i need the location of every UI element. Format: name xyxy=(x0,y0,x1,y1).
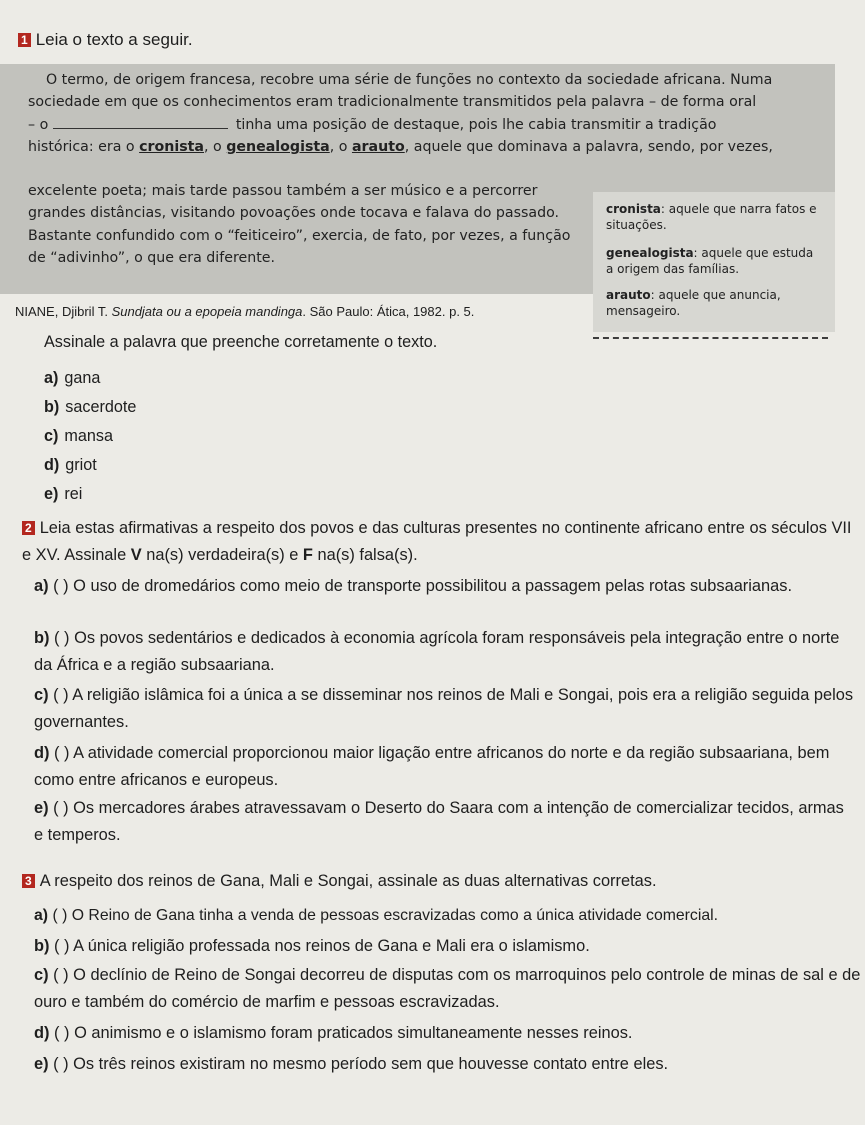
option-text: sacerdote xyxy=(65,398,137,416)
question-1-instruction: Assinale a palavra que preenche corretamente o texto. xyxy=(44,333,438,351)
glossary-box xyxy=(593,192,835,332)
separator: , o xyxy=(204,138,227,155)
q3-item-a[interactable] xyxy=(34,902,864,929)
question-number-badge: 3 xyxy=(22,874,35,888)
glossary-term: genealogista xyxy=(606,246,694,260)
source-author: NIANE, Djibril T. xyxy=(15,304,112,319)
passage-line3-text: tinha uma posição de destaque, pois lhe cabia transmitir a tradição xyxy=(235,116,717,133)
glossary-term: cronista xyxy=(606,202,661,216)
option-b[interactable] xyxy=(44,398,136,417)
item-text: ( ) A única religião professada nos reinos de Gana e Mali era o islamismo. xyxy=(54,937,590,955)
glossary-def: : aquele que narra fatos e situações. xyxy=(606,202,817,232)
item-letter: b) xyxy=(34,937,50,955)
passage-line4-start: histórica: era o xyxy=(28,138,140,155)
option-letter: d) xyxy=(44,456,60,474)
item-letter: e) xyxy=(34,1055,49,1073)
item-text: ( ) O uso de dromedários como meio de transporte possibilitou a passagem pelas rotas subsaarianas. xyxy=(53,577,793,595)
glossary-term: arauto xyxy=(606,288,651,302)
question-2-heading xyxy=(22,515,852,569)
term-genealogista: genealogista xyxy=(226,138,330,155)
term-cronista: cronista xyxy=(139,138,205,155)
item-text: ( ) A atividade comercial proporcionou maior ligação entre africanos do norte e da região subsaariana, bem como entre africanos e europeus. xyxy=(34,744,830,789)
passage-line4-end: , aquele que dominava a palavra, sendo, por vezes, xyxy=(404,138,773,155)
item-text: ( ) Os povos sedentários e dedicados à economia agrícola foram responsáveis pela integração entre o norte da África e a região subsaariana. xyxy=(34,629,840,674)
q3-item-e[interactable] xyxy=(34,1051,864,1078)
glossary-entry-cronista xyxy=(606,202,828,233)
question-number-badge: 1 xyxy=(18,33,31,47)
q2-item-c[interactable] xyxy=(34,682,854,736)
item-text: ( ) O Reino de Gana tinha a venda de pessoas escravizadas como a única atividade comercial. xyxy=(52,907,719,924)
glossary-entry-genealogista xyxy=(606,246,821,277)
q2-heading-text: na(s) falsa(s). xyxy=(312,546,418,564)
question-1-heading-text: Leia o texto a seguir. xyxy=(35,30,193,49)
passage-line4 xyxy=(28,136,828,158)
question-number-badge: 2 xyxy=(22,521,35,535)
glossary-divider xyxy=(593,337,828,339)
passage-rest: excelente poeta; mais tarde passou também a ser músico e a percorrer grandes distâncias, visitando povoações onde tocava e falava do passado. Bastante confundido com o “feiticeiro”, exercia, de fato, por vezes, a função de “adivinho”, o que era diferente. xyxy=(28,183,571,266)
separator: , o xyxy=(329,138,352,155)
option-letter: b) xyxy=(44,398,60,416)
q2-item-b[interactable] xyxy=(34,625,849,679)
option-text: griot xyxy=(65,456,97,474)
q2-item-e[interactable] xyxy=(34,795,854,849)
option-text: rei xyxy=(64,485,83,503)
source-citation xyxy=(15,304,474,319)
item-letter: b) xyxy=(34,629,50,647)
q2-item-a[interactable] xyxy=(34,573,849,600)
answer-blank xyxy=(53,114,228,129)
option-letter: c) xyxy=(44,427,59,445)
item-text: ( ) A religião islâmica foi a única a se disseminar nos reinos de Mali e Songai, pois era a religião seguida pelos governantes. xyxy=(34,686,854,731)
option-letter: e) xyxy=(44,485,59,503)
passage-dash: – o xyxy=(28,116,49,133)
q2-item-d[interactable] xyxy=(34,740,854,794)
item-letter: c) xyxy=(34,686,49,704)
option-e[interactable] xyxy=(44,485,82,504)
question-1-heading xyxy=(18,30,193,50)
item-letter: d) xyxy=(34,1024,50,1042)
passage-top xyxy=(28,69,828,158)
item-letter: a) xyxy=(34,907,49,924)
source-details: . São Paulo: Ática, 1982. p. 5. xyxy=(302,304,475,319)
q3-item-d[interactable] xyxy=(34,1020,864,1047)
passage-line3 xyxy=(28,114,828,136)
item-text: ( ) O animismo e o islamismo foram praticados simultaneamente nesses reinos. xyxy=(54,1024,633,1042)
glossary-def: : aquele que anuncia, mensageiro. xyxy=(606,288,781,318)
passage-line1: O termo, de origem francesa, recobre uma série de funções no contexto da sociedade africana. Numa sociedade em que os conhecimentos eram tradicionalmente transmitidos pela palavra – de forma oral xyxy=(28,72,773,111)
item-letter: e) xyxy=(34,799,49,817)
q3-item-b[interactable] xyxy=(34,933,864,960)
q3-heading-text: A respeito dos reinos de Gana, Mali e Songai, assinale as duas alternativas corretas. xyxy=(39,872,657,890)
option-d[interactable] xyxy=(44,456,97,475)
option-c[interactable] xyxy=(44,427,113,446)
item-letter: c) xyxy=(34,966,49,984)
false-mark: F xyxy=(302,546,313,564)
q3-item-c[interactable] xyxy=(34,962,864,1016)
item-letter: a) xyxy=(34,577,49,595)
item-text: ( ) O declínio de Reino de Songai decorreu de disputas com os marroquinos pelo controle de minas de sal e de ouro e também do comércio de marfim e pessoas escravizadas. xyxy=(34,966,861,1011)
option-text: mansa xyxy=(64,427,113,445)
glossary-entry-arauto xyxy=(606,288,828,319)
question-3-heading xyxy=(22,868,862,895)
item-text: ( ) Os três reinos existiram no mesmo período sem que houvesse contato entre eles. xyxy=(53,1055,669,1073)
q2-heading-text: na(s) verdadeira(s) e xyxy=(141,546,303,564)
option-letter: a) xyxy=(44,369,59,387)
option-text: gana xyxy=(64,369,101,387)
term-arauto: arauto xyxy=(351,138,405,155)
item-text: ( ) Os mercadores árabes atravessavam o Deserto do Saara com a intenção de comercializar tecidos, armas e temperos. xyxy=(34,799,844,844)
source-title: Sundjata ou a epopeia mandinga xyxy=(111,304,303,319)
item-letter: d) xyxy=(34,744,50,762)
option-a[interactable] xyxy=(44,369,100,388)
q2-heading-text: Leia estas afirmativas a respeito dos povos e das culturas presentes no continente africano entre os séculos VII e XV. Assinale xyxy=(22,519,852,564)
true-mark: V xyxy=(130,546,142,564)
glossary-def: : aquele que estuda a origem das famílias. xyxy=(606,246,814,276)
